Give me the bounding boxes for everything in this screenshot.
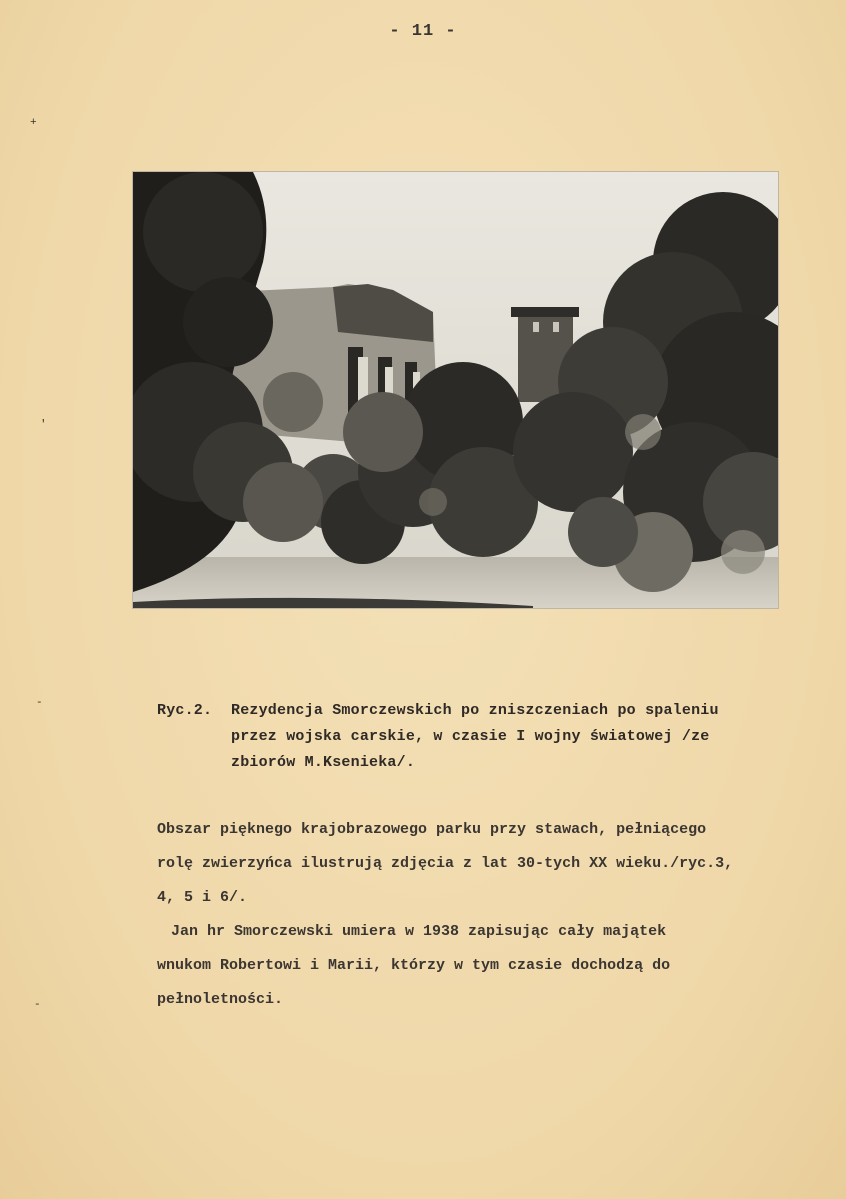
paragraph-line: Obszar pięknego krajobrazowego parku przy stawach, pełniącego (157, 821, 707, 838)
paragraph-line: Jan hr Smorczewski umiera w 1938 zapisując cały majątek (171, 923, 667, 940)
paragraph-line: 4, 5 i 6/. (157, 889, 248, 906)
page-number: - 11 - (389, 22, 457, 41)
caption-label: Ryc.2. (157, 702, 213, 719)
caption-line: przez wojska carskie, w czasie I wojny światowej /ze (231, 728, 710, 745)
paragraph-line: pełnoletności. (157, 991, 284, 1008)
caption-line: Rezydencja Smorczewskich po zniszczeniach po spaleniu (231, 702, 719, 719)
paragraph-line: wnukom Robertowi i Marii, którzy w tym czasie dochodzą do (157, 957, 671, 974)
figure-caption (157, 698, 817, 776)
margin-mark: - (36, 697, 43, 709)
margin-mark: ' (40, 419, 47, 431)
margin-mark: + (30, 117, 37, 129)
body-text (157, 813, 827, 1017)
ruins-photograph (133, 172, 778, 608)
margin-mark: - (34, 999, 41, 1011)
caption-line: zbiorów M.Ksenieka/. (231, 754, 416, 771)
paragraph-line: rolę zwierzyńca ilustrują zdjęcia z lat 30-tych XX wieku./ryc.3, (157, 855, 734, 872)
